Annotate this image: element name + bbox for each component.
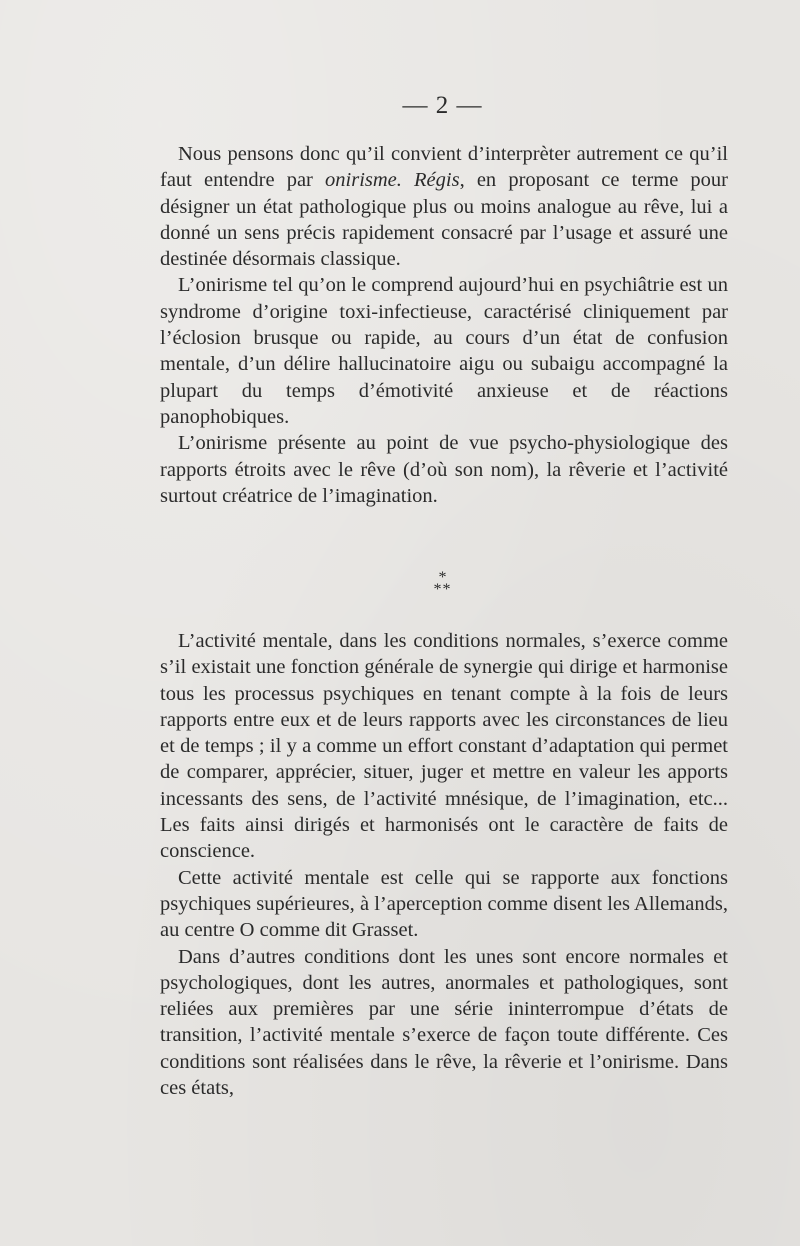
italic-name-regis: Régis [414, 169, 460, 192]
paragraph-text: Nous pensons donc qu’il convient d’interprèter autrement ce qu’il faut entendre par [160, 143, 728, 192]
paragraph-activite-mentale: L’activité mentale, dans les conditions normales, s’exerce comme s’il existait une fonction générale de synergie qui dirige et harmonise tous les processus psychiques en tenant compte à la fois de leurs rapports entre eux et de leurs rapports avec les circonstances de lieu et de temps ; il y a comme un effort constant d’adaptation qui permet de comparer, apprécier, situer, juger et mettre en valeur les apports incessants des sens, de l’activité mnésique, de l’imagination, etc... Les faits ainsi dirigés et harmonisés ont le caractère de faits de conscience. [160, 630, 728, 863]
paragraph-fonctions-superieures: Cette activité mentale est celle qui se rapporte aux fonctions psychiques supérieures, à l’aperception comme disent les Allemands, au centre O comme dit Grasset. [160, 866, 728, 942]
asterism-divider [0, 569, 800, 598]
asterism-top: * [438, 569, 447, 586]
paragraph-text: , en proposant ce terme pour désigner un état pathologique plus ou moins analogue au rêve, lui a donné un sens précis rapidement consacré par l’usage et assuré une destinée désormais classique. [160, 169, 729, 271]
paragraph-psychiatrie: L’onirisme tel qu’on le comprend aujourd’hui en psychiâtrie est un syndrome d’origine toxi-infectieuse, caractérisé cliniquement par l’éclosion brusque ou rapide, au cours d’un état de confusion mentale, d’un délire hallucinatoire aigu ou subaigu accompagné la plupart du temps d’émotivité anxieuse et de réactions panophobiques. [160, 274, 728, 428]
page-number: — 2 — [402, 92, 483, 119]
paragraph-onirisme-definition [160, 141, 728, 272]
asterism-bottom: ** [433, 581, 452, 598]
paragraph-autres-conditions: Dans d’autres conditions dont les unes sont encore normales et psychologiques, dont les autres, anormales et pathologiques, sont reliées aux premières par une série ininterrompue d’états de transition, l’activité mentale s’exerce de façon toute différente. Ces conditions sont réalisées dans le rêve, la rêverie et l’onirisme. Dans ces états, [160, 945, 728, 1100]
paragraph-psycho-physiologique: L’onirisme présente au point de vue psycho-physiologique des rapports étroits avec le rêve (d’où son nom), la rêverie et l’activité surtout créatrice de l’imagination. [160, 432, 728, 507]
paragraph-text [402, 169, 414, 191]
section-1 [160, 141, 728, 509]
section-2 [160, 628, 728, 1101]
italic-term-onirisme: onirisme. [325, 169, 402, 192]
